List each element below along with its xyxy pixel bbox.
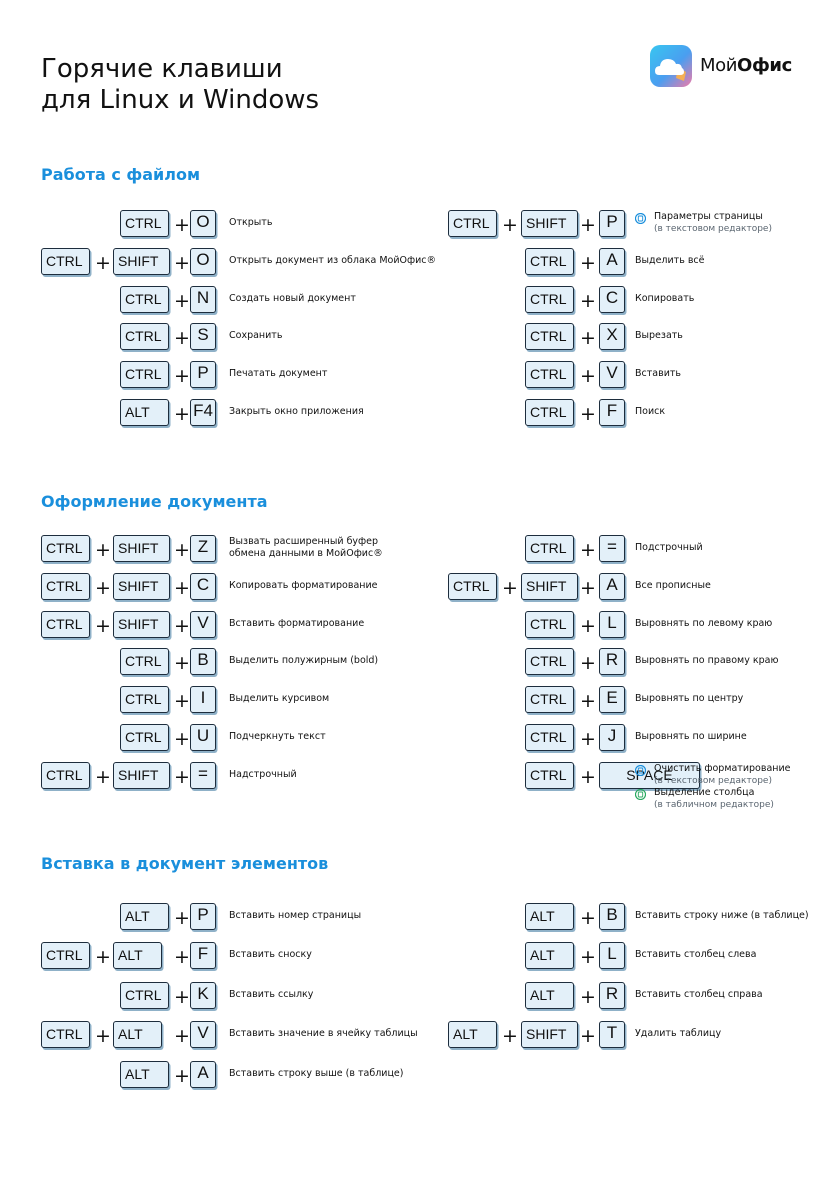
- key-ctrl: CTRL: [525, 611, 574, 638]
- key-v: V: [190, 1021, 216, 1048]
- text-editor-icon: [635, 765, 646, 776]
- description-text: Создать новый документ: [229, 293, 356, 304]
- description-text: Вставить значение в ячейку таблицы: [229, 1028, 418, 1039]
- description-text: Вырезать: [635, 330, 683, 341]
- description-text-line-2: обмена данными в МойОфис®: [229, 548, 383, 559]
- shortcut-description: [635, 406, 665, 418]
- page-title-line-1: Горячие клавиши: [41, 54, 283, 84]
- plus-sign: +: [174, 577, 190, 599]
- plus-sign: +: [174, 539, 190, 561]
- plus-sign: +: [95, 766, 111, 788]
- description-text: Выровнять по левому краю: [635, 618, 773, 629]
- key-f4: F4: [190, 399, 216, 426]
- shortcut-description: [654, 787, 774, 811]
- description-text: Открыть документ из облака МойОфис®: [229, 255, 437, 266]
- shortcut-description: [635, 618, 772, 630]
- key-s: S: [190, 323, 216, 350]
- plus-sign: +: [174, 766, 190, 788]
- description-text: Поиск: [635, 406, 666, 417]
- shortcut-description: [654, 763, 791, 787]
- shortcut-description: [635, 949, 756, 961]
- key-alt: ALT: [448, 1021, 497, 1048]
- shortcut-description: [229, 693, 329, 705]
- plus-sign: +: [174, 1065, 190, 1087]
- shortcut-description: [635, 1028, 721, 1040]
- plus-sign: +: [174, 290, 190, 312]
- description-text: Выровнять по ширине: [635, 731, 747, 742]
- shortcut-description: [229, 536, 383, 560]
- shortcut-description: [229, 989, 313, 1001]
- description-text: Выделить всё: [635, 255, 705, 266]
- plus-sign: +: [174, 946, 190, 968]
- shortcut-description: [635, 330, 683, 342]
- key-ctrl: CTRL: [41, 535, 90, 562]
- key-ctrl: CTRL: [525, 648, 574, 675]
- shortcut-description: [635, 542, 703, 554]
- logo-text-bold: Офис: [737, 55, 792, 76]
- plus-sign: +: [580, 290, 596, 312]
- key-alt: ALT: [113, 942, 162, 969]
- plus-sign: +: [580, 327, 596, 349]
- key-equals: =: [190, 762, 216, 789]
- plus-sign: +: [174, 986, 190, 1008]
- shortcut-description: [635, 293, 694, 305]
- logo-text-regular: Мой: [700, 55, 738, 76]
- key-ctrl: CTRL: [41, 611, 90, 638]
- description-text: Вставить столбец слева: [635, 949, 757, 960]
- description-text: Вставить сноску: [229, 949, 312, 960]
- key-shift: SHIFT: [113, 535, 170, 562]
- key-alt: ALT: [525, 903, 574, 930]
- plus-sign: +: [580, 1025, 596, 1047]
- description-text: Вставить ссылку: [229, 989, 314, 1000]
- shortcut-description: [229, 618, 364, 630]
- section-title: Работа с файлом: [41, 165, 201, 184]
- plus-sign: +: [174, 728, 190, 750]
- key-ctrl: CTRL: [120, 648, 169, 675]
- key-o: O: [190, 210, 216, 237]
- plus-sign: +: [502, 214, 518, 236]
- key-b: B: [599, 903, 625, 930]
- shortcut-description: [229, 580, 378, 592]
- plus-sign: +: [174, 365, 190, 387]
- plus-sign: +: [174, 1025, 190, 1047]
- description-text: Выровнять по центру: [635, 693, 744, 704]
- plus-sign: +: [580, 728, 596, 750]
- description-text: Копировать: [635, 293, 695, 304]
- key-shift: SHIFT: [521, 573, 578, 600]
- key-shift: SHIFT: [521, 210, 578, 237]
- key-i: I: [190, 686, 216, 713]
- description-text: Выровнять по правому краю: [635, 655, 779, 666]
- shortcut-description: [229, 255, 436, 267]
- shortcut-description: [229, 330, 282, 342]
- description-text: Вставить: [635, 368, 682, 379]
- shortcut-description: [229, 217, 272, 229]
- plus-sign: +: [580, 252, 596, 274]
- shortcut-description: [229, 655, 378, 667]
- plus-sign: +: [502, 577, 518, 599]
- description-text: Удалить таблицу: [635, 1028, 722, 1039]
- key-n: N: [190, 286, 216, 313]
- shortcut-description: [229, 368, 327, 380]
- description-text: Закрыть окно приложения: [229, 406, 364, 417]
- plus-sign: +: [580, 986, 596, 1008]
- key-ctrl: CTRL: [41, 248, 90, 275]
- description-text: Печатать документ: [229, 368, 328, 379]
- key-shift: SHIFT: [113, 762, 170, 789]
- key-f: F: [190, 942, 216, 969]
- description-text: Очистить форматирование: [654, 763, 791, 774]
- key-v: V: [190, 611, 216, 638]
- shortcut-description: [229, 406, 364, 418]
- plus-sign: +: [580, 365, 596, 387]
- plus-sign: +: [174, 327, 190, 349]
- key-ctrl: CTRL: [525, 724, 574, 751]
- shortcut-description: [229, 293, 356, 305]
- plus-sign: +: [580, 577, 596, 599]
- key-p: P: [190, 361, 216, 388]
- key-ctrl: CTRL: [120, 210, 169, 237]
- key-ctrl: CTRL: [525, 286, 574, 313]
- description-text: Параметры страницы: [654, 211, 763, 222]
- page-title-line-2: для Linux и Windows: [41, 85, 320, 115]
- plus-sign: +: [580, 539, 596, 561]
- shortcut-description: [635, 655, 778, 667]
- shortcut-description: [635, 368, 681, 380]
- description-text: Вставить столбец справа: [635, 989, 763, 1000]
- key-a: A: [599, 573, 625, 600]
- key-k: K: [190, 982, 216, 1009]
- key-ctrl: CTRL: [120, 286, 169, 313]
- key-ctrl: CTRL: [448, 210, 497, 237]
- key-ctrl: CTRL: [525, 535, 574, 562]
- description-text: Выделение столбца: [654, 787, 755, 798]
- plus-sign: +: [580, 403, 596, 425]
- plus-sign: +: [502, 1025, 518, 1047]
- key-e: E: [599, 686, 625, 713]
- myoffice-logo: [650, 45, 795, 87]
- key-ctrl: CTRL: [448, 573, 497, 600]
- key-p: P: [190, 903, 216, 930]
- page-title: [41, 54, 319, 116]
- key-ctrl: CTRL: [120, 724, 169, 751]
- shortcut-description: [635, 910, 809, 922]
- plus-sign: +: [174, 214, 190, 236]
- shortcut-description: [654, 211, 772, 235]
- key-c: C: [190, 573, 216, 600]
- plus-sign: +: [580, 766, 596, 788]
- key-alt: ALT: [120, 1061, 169, 1088]
- description-text: Вставить строку ниже (в таблице): [635, 910, 809, 921]
- key-shift: SHIFT: [521, 1021, 578, 1048]
- key-v: V: [599, 361, 625, 388]
- key-f: F: [599, 399, 625, 426]
- key-ctrl: CTRL: [120, 686, 169, 713]
- plus-sign: +: [174, 907, 190, 929]
- plus-sign: +: [174, 652, 190, 674]
- logo-text: [700, 55, 792, 77]
- key-r: R: [599, 982, 625, 1009]
- key-ctrl: CTRL: [525, 248, 574, 275]
- key-ctrl: CTRL: [525, 762, 574, 789]
- plus-sign: +: [174, 403, 190, 425]
- key-ctrl: CTRL: [120, 323, 169, 350]
- description-text: Подстрочный: [635, 542, 703, 553]
- description-text: Вставить строку выше (в таблице): [229, 1068, 404, 1079]
- shortcut-description: [229, 1068, 403, 1080]
- key-ctrl: CTRL: [525, 686, 574, 713]
- cloud-logo-icon: [650, 45, 692, 87]
- editor-hint: (в текстовом редакторе): [654, 224, 772, 234]
- shortcut-description: [229, 769, 297, 781]
- plus-sign: +: [174, 252, 190, 274]
- editor-hint: (в табличном редакторе): [654, 800, 774, 810]
- shortcut-description: [229, 1028, 418, 1040]
- key-ctrl: CTRL: [120, 982, 169, 1009]
- key-ctrl: CTRL: [525, 323, 574, 350]
- key-alt: ALT: [113, 1021, 162, 1048]
- plus-sign: +: [174, 690, 190, 712]
- plus-sign: +: [580, 907, 596, 929]
- key-equals: =: [599, 535, 625, 562]
- key-space: SPACE: [599, 762, 700, 789]
- spreadsheet-editor-icon: [635, 789, 646, 800]
- shortcut-description: [229, 910, 361, 922]
- key-t: T: [599, 1021, 625, 1048]
- description-text: Сохранить: [229, 330, 283, 341]
- key-j: J: [599, 724, 625, 751]
- key-p: P: [599, 210, 625, 237]
- key-z: Z: [190, 535, 216, 562]
- description-text: Вызвать расширенный буфер: [229, 536, 379, 547]
- key-ctrl: CTRL: [41, 942, 90, 969]
- key-shift: SHIFT: [113, 611, 170, 638]
- plus-sign: +: [95, 946, 111, 968]
- key-ctrl: CTRL: [525, 399, 574, 426]
- editor-hint: (в текстовом редакторе): [654, 776, 772, 786]
- key-ctrl: CTRL: [120, 361, 169, 388]
- description-text: Вставить номер страницы: [229, 910, 362, 921]
- section-title: Вставка в документ элементов: [41, 854, 329, 873]
- key-b: B: [190, 648, 216, 675]
- plus-sign: +: [174, 615, 190, 637]
- plus-sign: +: [95, 577, 111, 599]
- plus-sign: +: [580, 690, 596, 712]
- plus-sign: +: [95, 539, 111, 561]
- key-alt: ALT: [525, 942, 574, 969]
- key-alt: ALT: [525, 982, 574, 1009]
- key-alt: ALT: [120, 903, 169, 930]
- plus-sign: +: [95, 615, 111, 637]
- key-ctrl: CTRL: [525, 361, 574, 388]
- description-text: Копировать форматирование: [229, 580, 378, 591]
- plus-sign: +: [580, 946, 596, 968]
- shortcut-description: [635, 989, 763, 1001]
- key-ctrl: CTRL: [41, 573, 90, 600]
- description-text: Выделить курсивом: [229, 693, 330, 704]
- description-text: Выделить полужирным (bold): [229, 655, 379, 666]
- description-text: Все прописные: [635, 580, 711, 591]
- key-l: L: [599, 942, 625, 969]
- key-alt: ALT: [120, 399, 169, 426]
- shortcut-description: [635, 731, 747, 743]
- plus-sign: +: [95, 1025, 111, 1047]
- plus-sign: +: [95, 252, 111, 274]
- key-a: A: [190, 1061, 216, 1088]
- text-editor-icon: [635, 213, 646, 224]
- plus-sign: +: [580, 214, 596, 236]
- shortcut-description: [635, 255, 705, 267]
- description-text: Вставить форматирование: [229, 618, 365, 629]
- key-ctrl: CTRL: [41, 762, 90, 789]
- key-l: L: [599, 611, 625, 638]
- key-r: R: [599, 648, 625, 675]
- section-title: Оформление документа: [41, 492, 268, 511]
- key-a: A: [599, 248, 625, 275]
- plus-sign: +: [580, 615, 596, 637]
- shortcut-description: [635, 580, 711, 592]
- key-ctrl: CTRL: [41, 1021, 90, 1048]
- description-text: Надстрочный: [229, 769, 297, 780]
- shortcut-description: [229, 731, 326, 743]
- key-x: X: [599, 323, 625, 350]
- shortcut-description: [229, 949, 312, 961]
- plus-sign: +: [580, 652, 596, 674]
- key-shift: SHIFT: [113, 248, 170, 275]
- key-o: O: [190, 248, 216, 275]
- key-u: U: [190, 724, 216, 751]
- description-text: Подчеркнуть текст: [229, 731, 326, 742]
- key-shift: SHIFT: [113, 573, 170, 600]
- shortcut-description: [635, 693, 743, 705]
- description-text: Открыть: [229, 217, 273, 228]
- key-c: C: [599, 286, 625, 313]
